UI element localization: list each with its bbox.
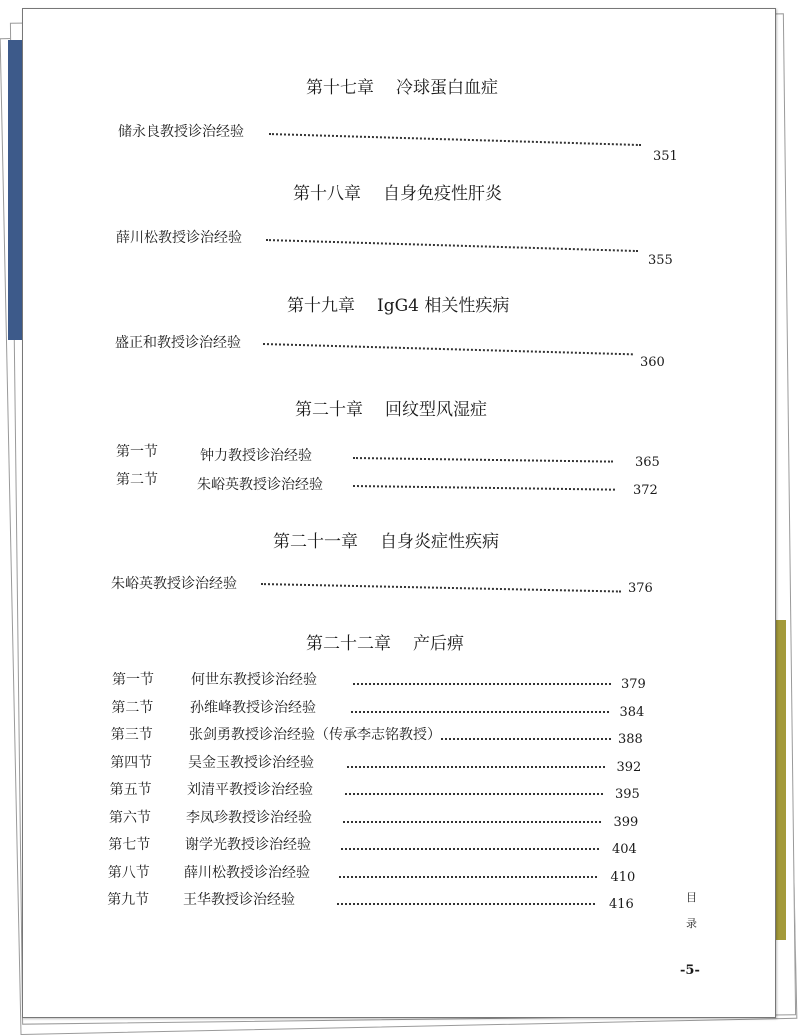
section-label: 第二节 [116,472,158,488]
chapter-number: 第十八章 [293,184,361,204]
leader-dots [353,485,615,491]
chapter-number: 第十九章 [287,296,355,316]
page-ref[interactable]: 410 [610,869,636,885]
leader-dots [347,766,605,768]
chapter-number: 第二十一章 [273,532,358,552]
section-label: 第一节 [112,672,154,688]
toc-entry-title[interactable]: 薛川松教授诊治经验 [184,864,310,881]
chapter-heading [306,629,464,654]
section-label: 第五节 [109,782,152,798]
section-label: 第七节 [108,837,151,853]
chapter-heading [306,73,498,98]
chapter-heading [273,527,499,552]
toc-entry-title[interactable]: 刘清平教授诊治经验 [187,782,313,798]
toc-entry-title[interactable]: 李凤珍教授诊治经验 [186,809,312,826]
toc-entry-title[interactable]: 朱峪英教授诊治经验 [197,477,323,493]
page-number: -5- [680,963,700,978]
toc-page [22,8,776,1018]
leader-dots [269,133,641,146]
page-ref[interactable]: 379 [621,677,646,692]
section-label: 第二节 [111,699,154,716]
page-ref[interactable]: 404 [612,842,637,857]
section-label: 第四节 [110,754,153,771]
toc-entry-title[interactable]: 盛正和教授诊治经验 [115,335,241,351]
page-ref[interactable]: 384 [619,704,645,720]
side-label-lu: 录 [686,917,697,930]
leader-dots [353,457,613,463]
page-ref[interactable]: 395 [615,787,640,802]
chapter-heading [293,179,502,204]
toc-entry-title[interactable]: 王华教授诊治经验 [183,892,295,908]
leader-dots [266,239,638,252]
page-edge-olive [776,620,786,940]
page-ref[interactable]: 365 [635,455,660,470]
page-ref[interactable]: 399 [613,814,639,830]
page-ref[interactable]: 372 [633,483,658,498]
page-ref[interactable]: 376 [628,581,653,596]
toc-entry-title[interactable]: 薛川松教授诊治经验 [116,230,242,246]
chapter-title: 自身炎症性疾病 [380,532,499,552]
leader-dots [339,876,597,878]
leader-dots [261,583,621,593]
section-label: 第六节 [109,809,151,826]
chapter-number: 第十七章 [306,78,374,98]
section-label: 第八节 [107,864,150,881]
toc-entry-title[interactable]: 谢学光教授诊治经验 [185,837,311,853]
page-ref[interactable]: 351 [653,149,678,164]
toc-entry-title[interactable]: 朱峪英教授诊治经验 [111,576,237,592]
leader-dots [441,738,611,740]
leader-dots [353,683,611,685]
chapter-title: 产后痹 [413,634,464,654]
chapter-heading [295,395,487,420]
toc-entry-title[interactable]: 张剑勇教授诊治经验（传承李志铭教授） [189,727,441,743]
chapter-title: 回纹型风湿症 [385,400,487,420]
leader-dots [263,343,633,355]
leader-dots [343,821,601,823]
page-ref[interactable]: 392 [616,759,642,775]
toc-entry-title[interactable]: 储永良教授诊治经验 [118,124,244,140]
toc-entry-title[interactable]: 孙维峰教授诊治经验 [190,699,316,716]
chapter-title: 冷球蛋白血症 [396,78,498,98]
chapter-heading [287,291,509,316]
chapter-title: 自身免疫性肝炎 [383,184,502,204]
leader-dots [345,793,603,795]
section-label: 第一节 [116,444,158,460]
page-ref[interactable]: 388 [618,732,643,747]
section-label: 第三节 [110,727,153,743]
page-ref[interactable]: 360 [640,355,665,370]
leader-dots [337,903,595,905]
chapter-title: IgG4 相关性疾病 [377,296,510,316]
page-ref[interactable]: 416 [609,897,634,912]
leader-dots [351,711,609,713]
page-ref[interactable]: 355 [648,253,673,268]
chapter-number: 第二十二章 [306,634,391,654]
toc-entry-title[interactable]: 吴金玉教授诊治经验 [188,754,314,771]
toc-entry-title[interactable]: 何世东教授诊治经验 [191,672,317,688]
side-label-mu: 目 [686,891,697,904]
toc-entry-title[interactable]: 钟力教授诊治经验 [200,448,312,464]
section-label: 第九节 [107,892,150,908]
chapter-number: 第二十章 [295,400,363,420]
leader-dots [341,848,599,850]
